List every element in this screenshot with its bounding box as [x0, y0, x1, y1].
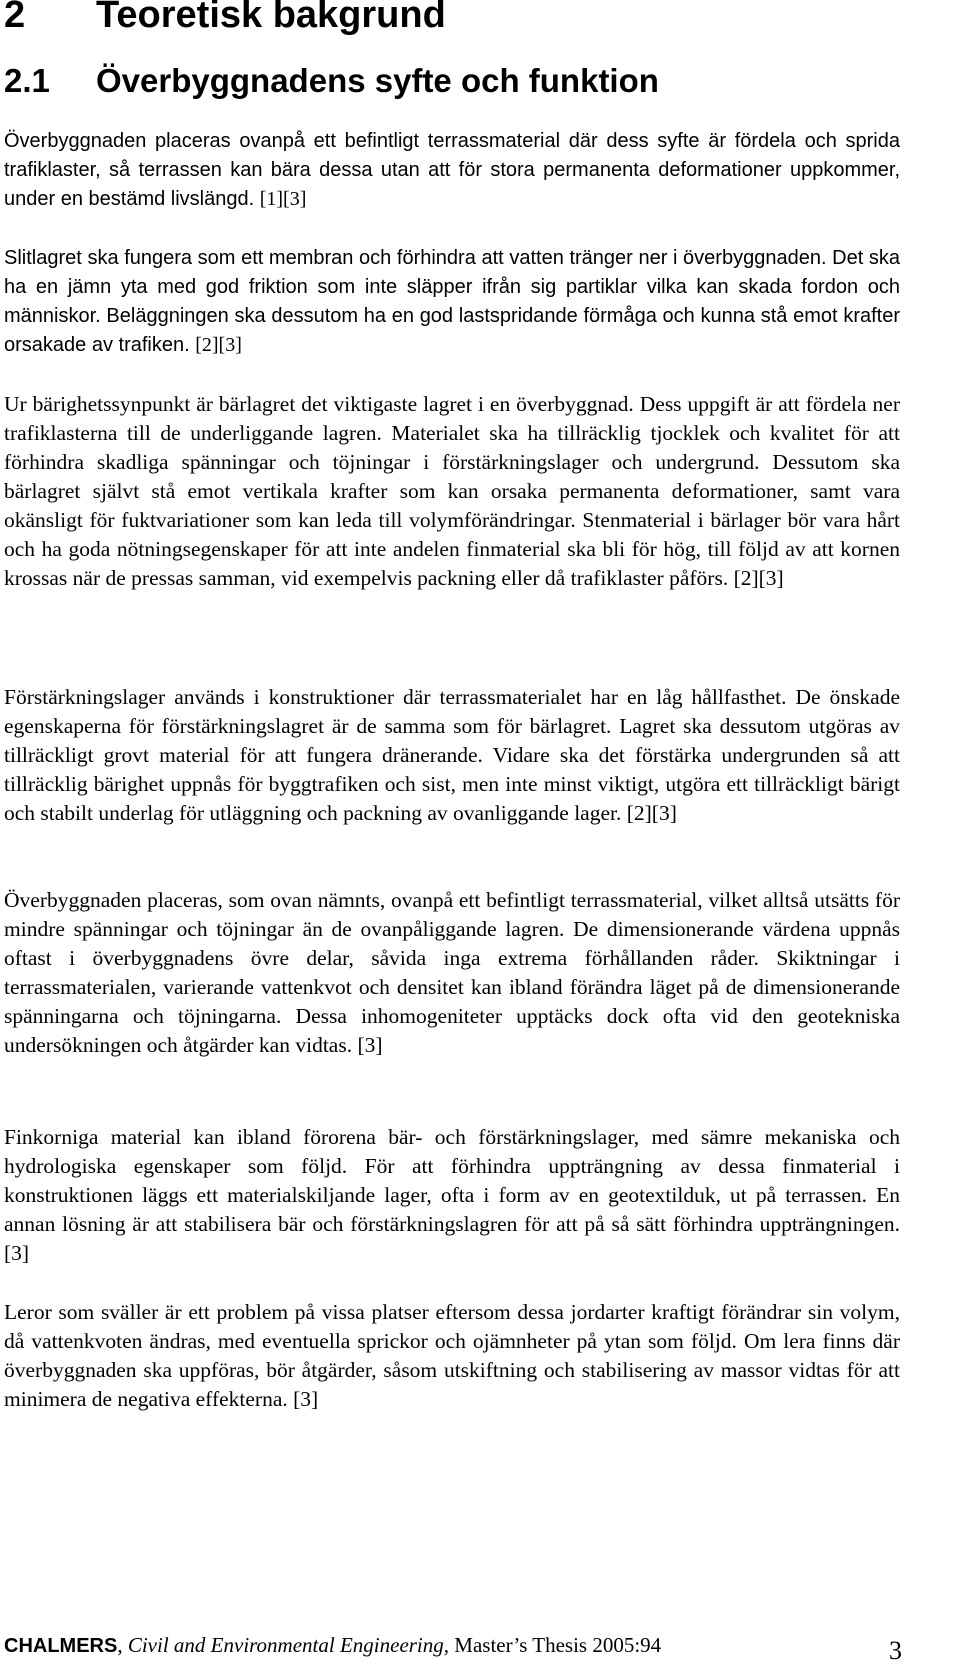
paragraph-text: Slitlagret ska fungera som ett membran och förhindra att vatten tränger ner i överbyggnaden. Det ska ha en jämn yta med god friktion som inte släpper ifrån sig partiklar vilka kan skada fordon och människor. Beläggningen ska dessutom ha en god lastspridande förmåga och kunna stå emot krafter orsakade av trafiken.: [4, 247, 900, 356]
paragraph-reference: [1][3]: [259, 188, 307, 210]
page-number: 3: [889, 1636, 902, 1665]
paragraph: [4, 127, 900, 214]
paragraph-reference: [2][3]: [626, 801, 677, 825]
paragraph: [4, 1298, 900, 1414]
section-number: 2.1: [4, 62, 50, 99]
chapter-number: 2: [4, 0, 26, 36]
paragraph-text: Leror som sväller är ett problem på vissa platser eftersom dessa jordarter kraftigt förändrar sin volym, då vattenkvoten ändras, med eventuella sprickor och ojämnheter på ytan som följd. Om lera finns där överbyggnaden ska uppföras, bör åtgärder, såsom utskiftning och stabilisering av massor vidtas för att minimera de negativa effekterna.: [4, 1300, 900, 1411]
paragraph: [4, 244, 900, 360]
chapter-heading: [4, 0, 446, 38]
paragraph-text: Förstärkningslager används i konstruktioner där terrassmaterialet har en låg hållfasthet. De önskade egenskaperna för förstärkningslagret är de samma som för bärlagret. Lagret ska dessutom utgöras av tillräckligt grovt material för att fungera dränerande. Vidare ska det förstärka undergrunden så att tillräcklig bärighet uppnås för byggtrafiken och sist, men inte minst viktigt, utgöra ett tillräckligt bärigt och stabilt underlag för utläggning och packning av ovanliggande lager.: [4, 685, 900, 825]
paragraph-text: Överbyggnaden placeras, som ovan nämnts, ovanpå ett befintligt terrassmaterial, vilket alltså utsätts för mindre spänningar och töjningar än de ovanpåliggande lagren. De dimensionerande värdena uppnås oftast i överbyggnadens övre delar, såvida inga extrema förhållanden råder. Skiktningar i terrassmaterialen, varierande vattenkvot och densitet kan ibland förändra läget på de dimensionerande spänningarna och töjningarna. Dessa inhomogeniteter upptäcks dock ofta vid den geotekniska undersökningen och åtgärder kan vidtas.: [4, 888, 900, 1057]
paragraph: [4, 683, 900, 828]
paragraph-text: Finkorniga material kan ibland förorena bär- och förstärkningslager, med sämre mekaniska och hydrologiska egenskaper som följd. För att förhindra uppträngning av dessa finmaterial i konstruktionen läggs ett materialskiljande lager, ofta i form av en geotextilduk, ut på terrassen. En annan lösning är att stabilisera bär och förstärkningslagren för att på så sätt förhindra uppträngningen.: [4, 1125, 900, 1236]
footer-thesis: , Master’s Thesis 2005:94: [443, 1633, 662, 1657]
footer-separator: ,: [117, 1633, 128, 1657]
footer-brand: CHALMERS: [4, 1635, 118, 1657]
paragraph: [4, 390, 900, 593]
paragraph-reference: [3]: [4, 1241, 30, 1265]
page-footer: [4, 1633, 920, 1663]
paragraph-reference: [2][3]: [733, 566, 784, 590]
paragraph-reference: [3]: [293, 1387, 319, 1411]
paragraph-reference: [3]: [357, 1033, 383, 1057]
paragraph-text: Ur bärighetssynpunkt är bärlagret det viktigaste lagret i en överbyggnad. Dess uppgift är att fördela ner trafiklasterna till de underliggande lagren. Materialet ska ha tillräcklig tjocklek och kvalitet för att förhindra skadliga spänningar och töjningar i förstärkningslager och undergrund. Dessutom ska bärlagret självt stå emot vertikala krafter som kan orsaka permanenta deformationer, samt vara okänsligt för fuktvariationer som kan leda till volymförändringar. Stenmaterial i bärlager bör vara hårt och ha goda nötningsegenskaper för att inte andelen finmaterial ska bli för hög, till följd av att kornen krossas när de pressas samman, vid exempelvis packning eller då trafiklaster påförs.: [4, 392, 900, 590]
paragraph: [4, 1123, 900, 1268]
section-title: Överbyggnadens syfte och funktion: [96, 62, 659, 99]
paragraph: [4, 886, 900, 1060]
chapter-title: Teoretisk bakgrund: [96, 0, 446, 36]
footer-department: Civil and Environmental Engineering: [127, 1633, 444, 1657]
paragraph-reference: [2][3]: [195, 334, 242, 356]
paragraph-text: Överbyggnaden placeras ovanpå ett befintligt terrassmaterial där dess syfte är fördela och sprida trafiklaster, så terrassen kan bära dessa utan att för stora permanenta deformationer uppkommer, under en bestämd livslängd.: [4, 130, 900, 210]
section-heading: [4, 62, 659, 100]
